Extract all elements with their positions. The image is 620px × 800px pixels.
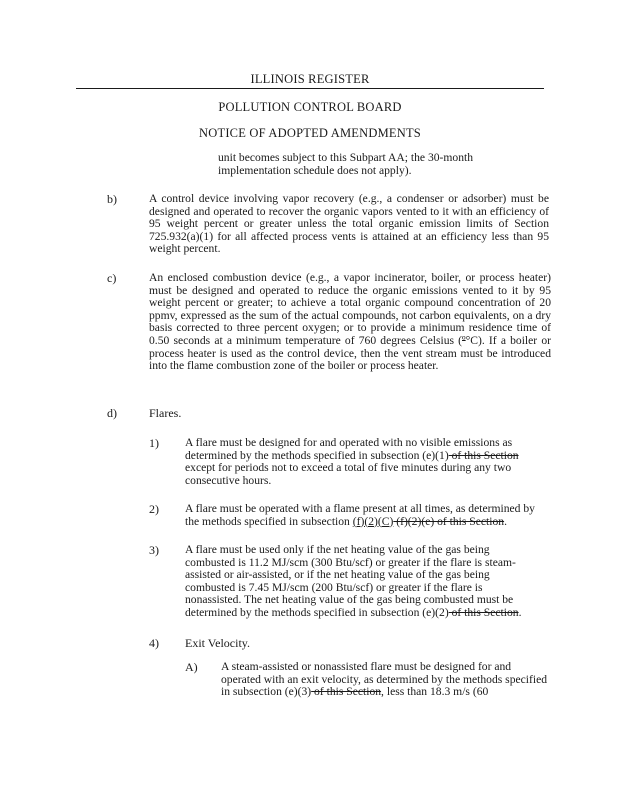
struck-text: of this Section — [448, 448, 519, 462]
notice-title: NOTICE OF ADOPTED AMENDMENTS — [199, 126, 421, 140]
struck-text: of this Section — [448, 605, 519, 619]
struck-text: of this Section — [311, 685, 382, 699]
item-1-text: A flare must be designed for and operated with no visible emissions as determined by the methods specified in subsection (e)(1) of this Section except for periods not to exceed a total of five minutes during any two consecutive hours. — [185, 436, 519, 487]
continuation-text: unit becomes subject to this Subpart AA; the 30-month implementation schedule does not apply). — [218, 151, 474, 177]
struck-text: (f)(2)(e) of this Section — [393, 514, 505, 528]
section-c-label: c) — [107, 271, 117, 285]
item-4a-text: A steam-assisted or nonassisted flare must be designed for and operated with an exit velocity, as determined by the methods specified in subsection (e)(3) of this Section, less than 18.3 m/s (60 — [221, 660, 548, 699]
section-d-label: d) — [107, 406, 117, 420]
item-2-label: 2) — [149, 502, 159, 516]
item-1-label: 1) — [149, 436, 159, 450]
section-b-label: b) — [107, 192, 117, 206]
register-title: ILLINOIS REGISTER — [250, 72, 370, 86]
section-d-title: Flares. — [149, 406, 182, 420]
item-3-label: 3) — [149, 543, 159, 557]
section-c-text: An enclosed combustion device (e.g., a vapor incinerator, boiler, or process heater) must be designed and operated to reduce the organic emissions vented to it by 95 weight percent or greater; to achieve a total organic compound concentration of 20 ppmv, expressed as the sum of the actual compounds, not carbon equivalents, on a dry basis corrected to three percent oxygen; or to provide a minimum residence time of 0.50 seconds at a minimum temperature of 760 degrees Celsius (º°C). If a boiler or process heater is used as the control device, then the vent stream must be introduced into the flame combustion zone of the boiler or process heater. — [149, 271, 551, 373]
inserted-text: (f)(2)(C) — [352, 514, 394, 528]
item-4a-label: A) — [185, 660, 198, 674]
section-b-text: A control device involving vapor recovery (e.g., a condenser or adsorber) must be designed and operated to recover the organic vapors vented to it with an efficiency of 95 weight percent or greater unless the total organic emission limits of Section 725.932(a)(1) for all affected process vents is attained at an efficiency less than 95 weight percent. — [149, 192, 549, 256]
item-2-text: A flare must be operated with a flame present at all times, as determined by the methods specified in subsection (f)(2)(C) (f)(2)(e) of this Section. — [185, 502, 535, 528]
item-3-text: A flare must be used only if the net heating value of the gas being combusted is 11.2 MJ/scm (300 Btu/scf) or greater if the flare is steam-assisted or air-assisted, or if the net heating value of the gas being combusted is 7.45 MJ/scm (200 Btu/scf) or greater if the flare is nonassisted. The net heating value of the gas being combusted must be determined by the methods specified in subsection (e)(2) of this Section. — [185, 543, 522, 619]
item-4-title: Exit Velocity. — [185, 636, 250, 650]
struck-degree: º — [462, 333, 466, 347]
item-4-label: 4) — [149, 636, 159, 650]
board-title: POLLUTION CONTROL BOARD — [218, 100, 402, 114]
header-rule — [76, 88, 544, 89]
